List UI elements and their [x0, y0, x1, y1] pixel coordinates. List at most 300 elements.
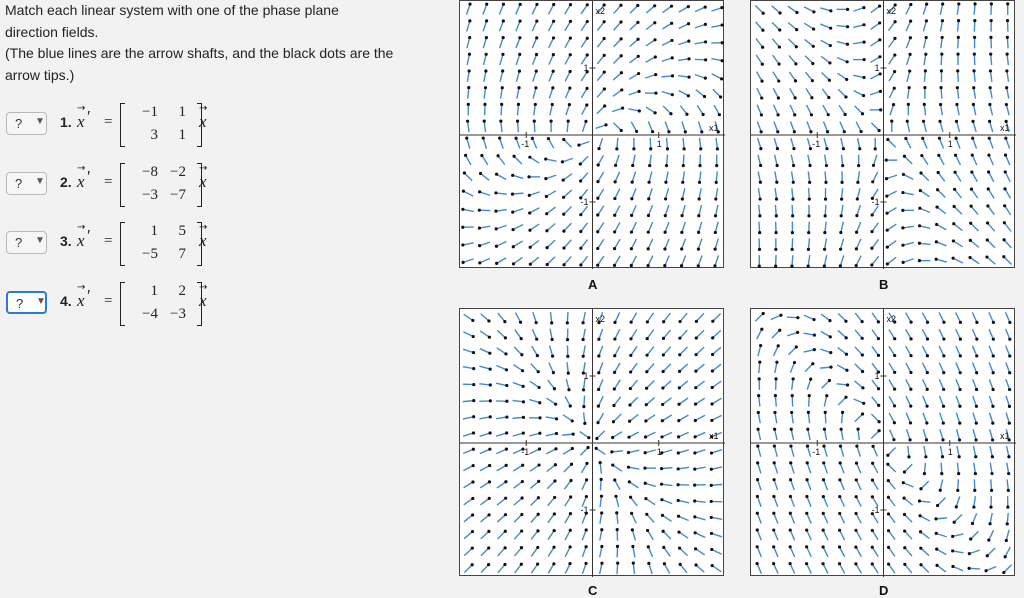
arrow-shaft [889, 88, 894, 98]
arrow-tip [614, 180, 617, 183]
arrow-tip [757, 411, 760, 414]
arrow-tip [520, 353, 523, 356]
arrow-shaft [872, 397, 879, 406]
arrow-shaft [889, 72, 895, 81]
vector-x: x [199, 112, 207, 132]
arrow-shaft [974, 4, 975, 15]
arrow-shaft [857, 222, 861, 232]
arrow-shaft [792, 379, 793, 390]
arrow-tip [923, 86, 926, 89]
arrow-shaft [822, 380, 830, 388]
select-value: ? [16, 296, 23, 311]
arrow-shaft [907, 121, 909, 132]
arrow-tip [935, 564, 938, 567]
arrow-shaft [663, 381, 671, 388]
arrow-tip [710, 419, 713, 422]
arrow-tip [855, 495, 858, 498]
arrow-tip [680, 247, 683, 250]
arrow-shaft [888, 497, 895, 506]
arrow-shaft [629, 482, 638, 488]
arrow-shaft [632, 205, 637, 215]
arrow-shaft [649, 188, 652, 198]
arrow-shaft [953, 566, 963, 570]
arrow-shaft [807, 463, 810, 473]
arrow-tip [870, 230, 873, 233]
arrow-tip [584, 562, 587, 565]
arrow-shaft [841, 205, 843, 216]
arrow-tip [959, 338, 962, 341]
arrow-tip [954, 154, 957, 157]
system-number: 3. [60, 233, 72, 249]
answer-select-1[interactable] [6, 112, 47, 135]
arrow-tip [555, 417, 558, 420]
arrow-tip [838, 512, 841, 515]
arrow-tip [612, 404, 615, 407]
arrow-tip [693, 484, 696, 487]
arrow-tip [671, 74, 674, 77]
arrow-tip [512, 155, 515, 158]
arrow-tip [1006, 36, 1009, 39]
arrow-shaft [481, 531, 489, 538]
arrow-tip [856, 428, 859, 431]
arrow-shaft [482, 155, 488, 164]
arrow-tip [719, 95, 722, 98]
arrow-tip [647, 231, 650, 234]
arrow-shaft [804, 350, 815, 352]
arrow-shaft [581, 256, 588, 265]
arrow-shaft [463, 243, 474, 245]
arrow-tip [697, 231, 700, 234]
arrow-shaft [822, 89, 829, 98]
arrow-tip [972, 505, 975, 508]
arrow-shaft [517, 88, 519, 99]
arrow-shaft [840, 513, 845, 523]
arrow-tip [585, 87, 588, 90]
arrow-tip [871, 495, 874, 498]
arrow-shaft [698, 255, 702, 265]
arrow-tip [620, 71, 623, 74]
arrow-shaft [581, 5, 587, 14]
arrow-tip [527, 175, 530, 178]
arrow-tip [855, 461, 858, 464]
arrow-tip [903, 546, 906, 549]
arrow-shaft [564, 481, 571, 490]
arrow-tip [472, 367, 475, 370]
arrow-tip [792, 377, 795, 380]
arrow-shaft [953, 534, 964, 536]
arrow-tip [579, 162, 582, 165]
arrow-shaft [758, 429, 760, 440]
arrow-tip [846, 60, 849, 63]
arrow-tip [919, 487, 922, 490]
arrow-tip [878, 38, 881, 41]
arrow-shaft [567, 362, 568, 373]
arrow-tip [828, 379, 831, 382]
arrow-shaft [463, 466, 473, 471]
arrow-shaft [775, 429, 777, 440]
arrow-tip [647, 197, 650, 200]
arrow-tip [959, 321, 962, 324]
arrow-shaft [716, 188, 718, 199]
arrow-shaft [791, 155, 793, 166]
arrow-shaft [872, 380, 879, 389]
answer-select-3[interactable] [6, 231, 47, 254]
arrow-tip [839, 248, 842, 251]
arrow-shaft [838, 348, 847, 355]
arrow-shaft [662, 484, 673, 485]
arrow-tip [901, 244, 904, 247]
y-tick-label: 1 [584, 63, 589, 73]
arrow-shaft [483, 38, 486, 49]
arrow-tip [1006, 53, 1009, 56]
arrow-tip [825, 164, 828, 167]
arrow-tip [877, 404, 880, 407]
arrow-shaft [667, 155, 668, 166]
arrow-shaft [631, 329, 637, 338]
arrow-shaft [516, 54, 519, 64]
answer-select-2[interactable] [6, 172, 47, 195]
arrow-shaft [582, 121, 585, 131]
arrow-tip [721, 59, 724, 62]
arrow-shaft [853, 8, 863, 11]
arrow-tip [585, 528, 588, 531]
arrow-tip [942, 371, 945, 374]
arrow-tip [973, 2, 976, 5]
arrow-shaft [546, 449, 556, 454]
arrow-tip [637, 55, 640, 58]
arrow-shaft [955, 172, 961, 181]
arrow-shaft [713, 347, 721, 354]
arrow-shaft [1007, 71, 1009, 82]
arrow-tip [681, 197, 684, 200]
arrow-shaft [1006, 312, 1010, 322]
arrow-shaft [467, 38, 470, 49]
arrow-tip [972, 69, 975, 72]
arrow-tip [570, 463, 573, 466]
arrow-tip [694, 547, 697, 550]
arrow-shaft [562, 434, 573, 435]
arrow-tip [610, 450, 613, 453]
arrow-tip [603, 87, 606, 90]
arrow-tip [596, 180, 599, 183]
arrow-tip [822, 512, 825, 515]
arrow-shaft [715, 222, 718, 233]
arrow-shaft [820, 24, 830, 28]
arrow-shaft [759, 396, 760, 407]
arrow-shaft [807, 121, 811, 131]
arrow-tip [461, 208, 464, 211]
arrow-shaft [615, 222, 620, 232]
arrow-tip [569, 529, 572, 532]
arrow-tip [791, 394, 794, 397]
arrow-shaft [887, 224, 896, 230]
arrow-tip [887, 496, 890, 499]
arrow-shaft [682, 222, 685, 232]
arrow-shaft [613, 414, 621, 422]
arrow-shaft [678, 41, 688, 44]
arrow-tip [773, 444, 776, 447]
arrow-shaft [871, 6, 880, 13]
arrow-tip [571, 419, 574, 422]
arrow-shaft [480, 242, 490, 245]
x2-axis-label: x2 [596, 6, 606, 16]
arrow-shaft [484, 71, 486, 82]
arrow-tip [822, 478, 825, 481]
arrow-tip [465, 136, 468, 139]
arrow-shaft [617, 513, 618, 524]
arrow-shaft [823, 530, 828, 540]
arrow-tip [603, 54, 606, 57]
arrow-tip [615, 511, 618, 514]
arrow-tip [562, 246, 565, 249]
arrow-tip [478, 209, 481, 212]
arrow-tip [841, 411, 844, 414]
arrow-tip [759, 181, 762, 184]
arrow-tip [597, 338, 600, 341]
arrow-tip [807, 214, 810, 217]
arrow-tip [603, 104, 606, 107]
arrow-tip [885, 177, 888, 180]
arrow-tip [653, 4, 656, 7]
prime-mark: ′ [87, 226, 91, 246]
arrow-tip [585, 462, 588, 465]
chevron-down-icon: ▼ [36, 296, 46, 307]
arrow-tip [796, 331, 799, 334]
arrow-shaft [957, 463, 958, 474]
arrow-tip [632, 147, 635, 150]
x1-axis-label: x1 [709, 123, 719, 133]
arrow-tip [893, 53, 896, 56]
arrow-shaft [600, 546, 602, 557]
arrow-shaft [696, 90, 705, 97]
arrow-shaft [600, 563, 602, 574]
arrow-tip [651, 130, 654, 133]
arrow-tip [502, 3, 505, 6]
arrow-tip [517, 103, 520, 106]
arrow-tip [710, 516, 713, 519]
arrow-shaft [957, 446, 959, 457]
arrow-tip [1003, 221, 1006, 224]
arrow-tip [1008, 405, 1011, 408]
arrow-shaft [530, 208, 540, 213]
arrow-tip [970, 170, 973, 173]
arrow-shaft [516, 21, 520, 31]
arrow-tip [810, 113, 813, 116]
arrow-tip [569, 545, 572, 548]
arrow-tip [840, 428, 843, 431]
arrow-tip [462, 189, 465, 192]
arrow-tip [503, 320, 506, 323]
arrow-shaft [530, 157, 539, 163]
arrow-tip [758, 361, 761, 364]
arrow-tip [535, 338, 538, 341]
arrow-shaft [533, 312, 536, 323]
arrow-shaft [662, 58, 672, 61]
arrow-shaft [855, 347, 862, 355]
arrow-tip [586, 37, 589, 40]
arrow-tip [535, 321, 538, 324]
arrow-shaft [467, 138, 470, 149]
arrow-shaft [905, 531, 912, 539]
arrow-tip [952, 257, 955, 260]
arrow-shaft [775, 362, 777, 373]
arrow-tip [704, 40, 707, 43]
arrow-shaft [500, 138, 503, 148]
arrow-shaft [809, 188, 810, 199]
arrow-shaft [518, 121, 519, 132]
arrow-tip [714, 248, 717, 251]
arrow-shaft [755, 5, 763, 13]
arrow-tip [631, 545, 634, 548]
arrow-tip [805, 512, 808, 515]
arrow-shaft [662, 92, 673, 95]
arrow-shaft [512, 193, 523, 194]
arrow-tip [861, 353, 864, 356]
arrow-shaft [837, 365, 847, 370]
arrow-shaft [546, 191, 555, 197]
arrow-tip [596, 247, 599, 250]
arrow-tip [940, 69, 943, 72]
arrow-tip [670, 39, 673, 42]
arrow-tip [909, 20, 912, 23]
arrow-shaft [771, 315, 781, 319]
arrow-shaft [463, 209, 474, 211]
arrow-tip [478, 190, 481, 193]
arrow-shaft [468, 121, 469, 132]
arrow-tip [569, 512, 572, 515]
arrow-shaft [1006, 379, 1010, 389]
arrow-tip [811, 362, 814, 365]
arrow-shaft [806, 88, 812, 97]
arrow-tip [921, 137, 924, 140]
arrow-shaft [695, 7, 705, 12]
arrow-shaft [954, 224, 963, 231]
arrow-shaft [808, 238, 809, 249]
arrow-shaft [597, 22, 604, 31]
arrow-tip [597, 354, 600, 357]
arrow-tip [664, 197, 667, 200]
arrow-shaft [581, 88, 587, 97]
arrow-shaft [663, 398, 672, 405]
arrow-shaft [463, 401, 474, 402]
arrow-tip [957, 2, 960, 5]
arrow-shaft [940, 429, 943, 440]
arrow-tip [660, 435, 663, 438]
arrow-tip [694, 531, 697, 534]
arrow-tip [909, 371, 912, 374]
arrow-tip [842, 147, 845, 150]
prime-mark: ′ [87, 286, 91, 306]
arrow-shaft [483, 4, 487, 14]
arrow-shaft [758, 480, 761, 490]
arrow-shaft [514, 548, 521, 556]
arrow-tip [901, 226, 904, 229]
arrow-shaft [679, 516, 689, 520]
arrow-tip [695, 336, 698, 339]
arrow-tip [756, 528, 759, 531]
arrow-tip [517, 86, 520, 89]
arrow-shaft [1006, 530, 1009, 541]
arrow-shaft [630, 414, 639, 421]
arrow-shaft [614, 397, 621, 406]
arrow-shaft [500, 54, 503, 65]
arrow-tip [991, 438, 994, 441]
arrow-tip [545, 212, 548, 215]
arrow-tip [772, 562, 775, 565]
arrow-shaft [871, 57, 880, 63]
arrow-shaft [695, 517, 706, 520]
arrow-tip [893, 371, 896, 374]
arrow-shaft [695, 42, 706, 44]
arrow-shaft [907, 429, 910, 439]
arrow-shaft [990, 513, 992, 524]
arrow-tip [596, 197, 599, 200]
arrow-tip [695, 320, 698, 323]
arrow-tip [810, 96, 813, 99]
arrow-tip [887, 546, 890, 549]
arrow-shaft [774, 530, 778, 540]
arrow-tip [1008, 354, 1011, 357]
arrow-tip [577, 144, 580, 147]
arrow-shaft [679, 532, 688, 538]
arrow-shaft [463, 332, 473, 337]
arrow-tip [628, 480, 631, 483]
arrow-shaft [467, 21, 470, 32]
arrow-shaft [695, 75, 705, 78]
arrow-tip [636, 4, 639, 7]
arrow-shaft [648, 530, 654, 539]
arrow-tip [991, 455, 994, 458]
arrow-tip [489, 368, 492, 371]
arrow-shaft [790, 121, 794, 131]
arrow-shaft [953, 241, 962, 247]
arrow-shaft [792, 205, 793, 216]
arrow-tip [878, 129, 881, 132]
y-tick-label: 1 [584, 371, 589, 381]
arrow-tip [777, 79, 780, 82]
arrow-tip [958, 388, 961, 391]
arrow-shaft [839, 564, 844, 574]
arrow-shaft [937, 207, 946, 214]
arrow-tip [778, 28, 781, 31]
arrow-tip [687, 75, 690, 78]
arrow-shaft [581, 72, 587, 81]
arrow-shaft [854, 91, 864, 96]
arrow-shaft [956, 396, 960, 406]
arrow-shaft [1005, 172, 1010, 182]
arrow-shaft [598, 256, 604, 265]
arrow-shaft [679, 90, 689, 95]
x1-axis-label: x1 [1000, 123, 1010, 133]
arrow-tip [680, 214, 683, 217]
arrow-shaft [598, 396, 603, 406]
arrow-shaft [530, 224, 539, 230]
arrow-tip [613, 247, 616, 250]
arrow-shaft [840, 480, 844, 490]
arrow-shaft [529, 433, 540, 436]
arrow-shaft [1006, 138, 1010, 148]
answer-select-4[interactable] [6, 291, 47, 314]
arrow-shaft [857, 188, 860, 199]
arrow-tip [925, 19, 928, 22]
arrow-shaft [923, 429, 926, 440]
arrow-shaft [531, 564, 537, 573]
arrow-tip [472, 415, 475, 418]
arrow-tip [843, 130, 846, 133]
arrow-tip [793, 130, 796, 133]
arrow-shaft [631, 346, 637, 355]
arrow-shaft [680, 548, 688, 556]
